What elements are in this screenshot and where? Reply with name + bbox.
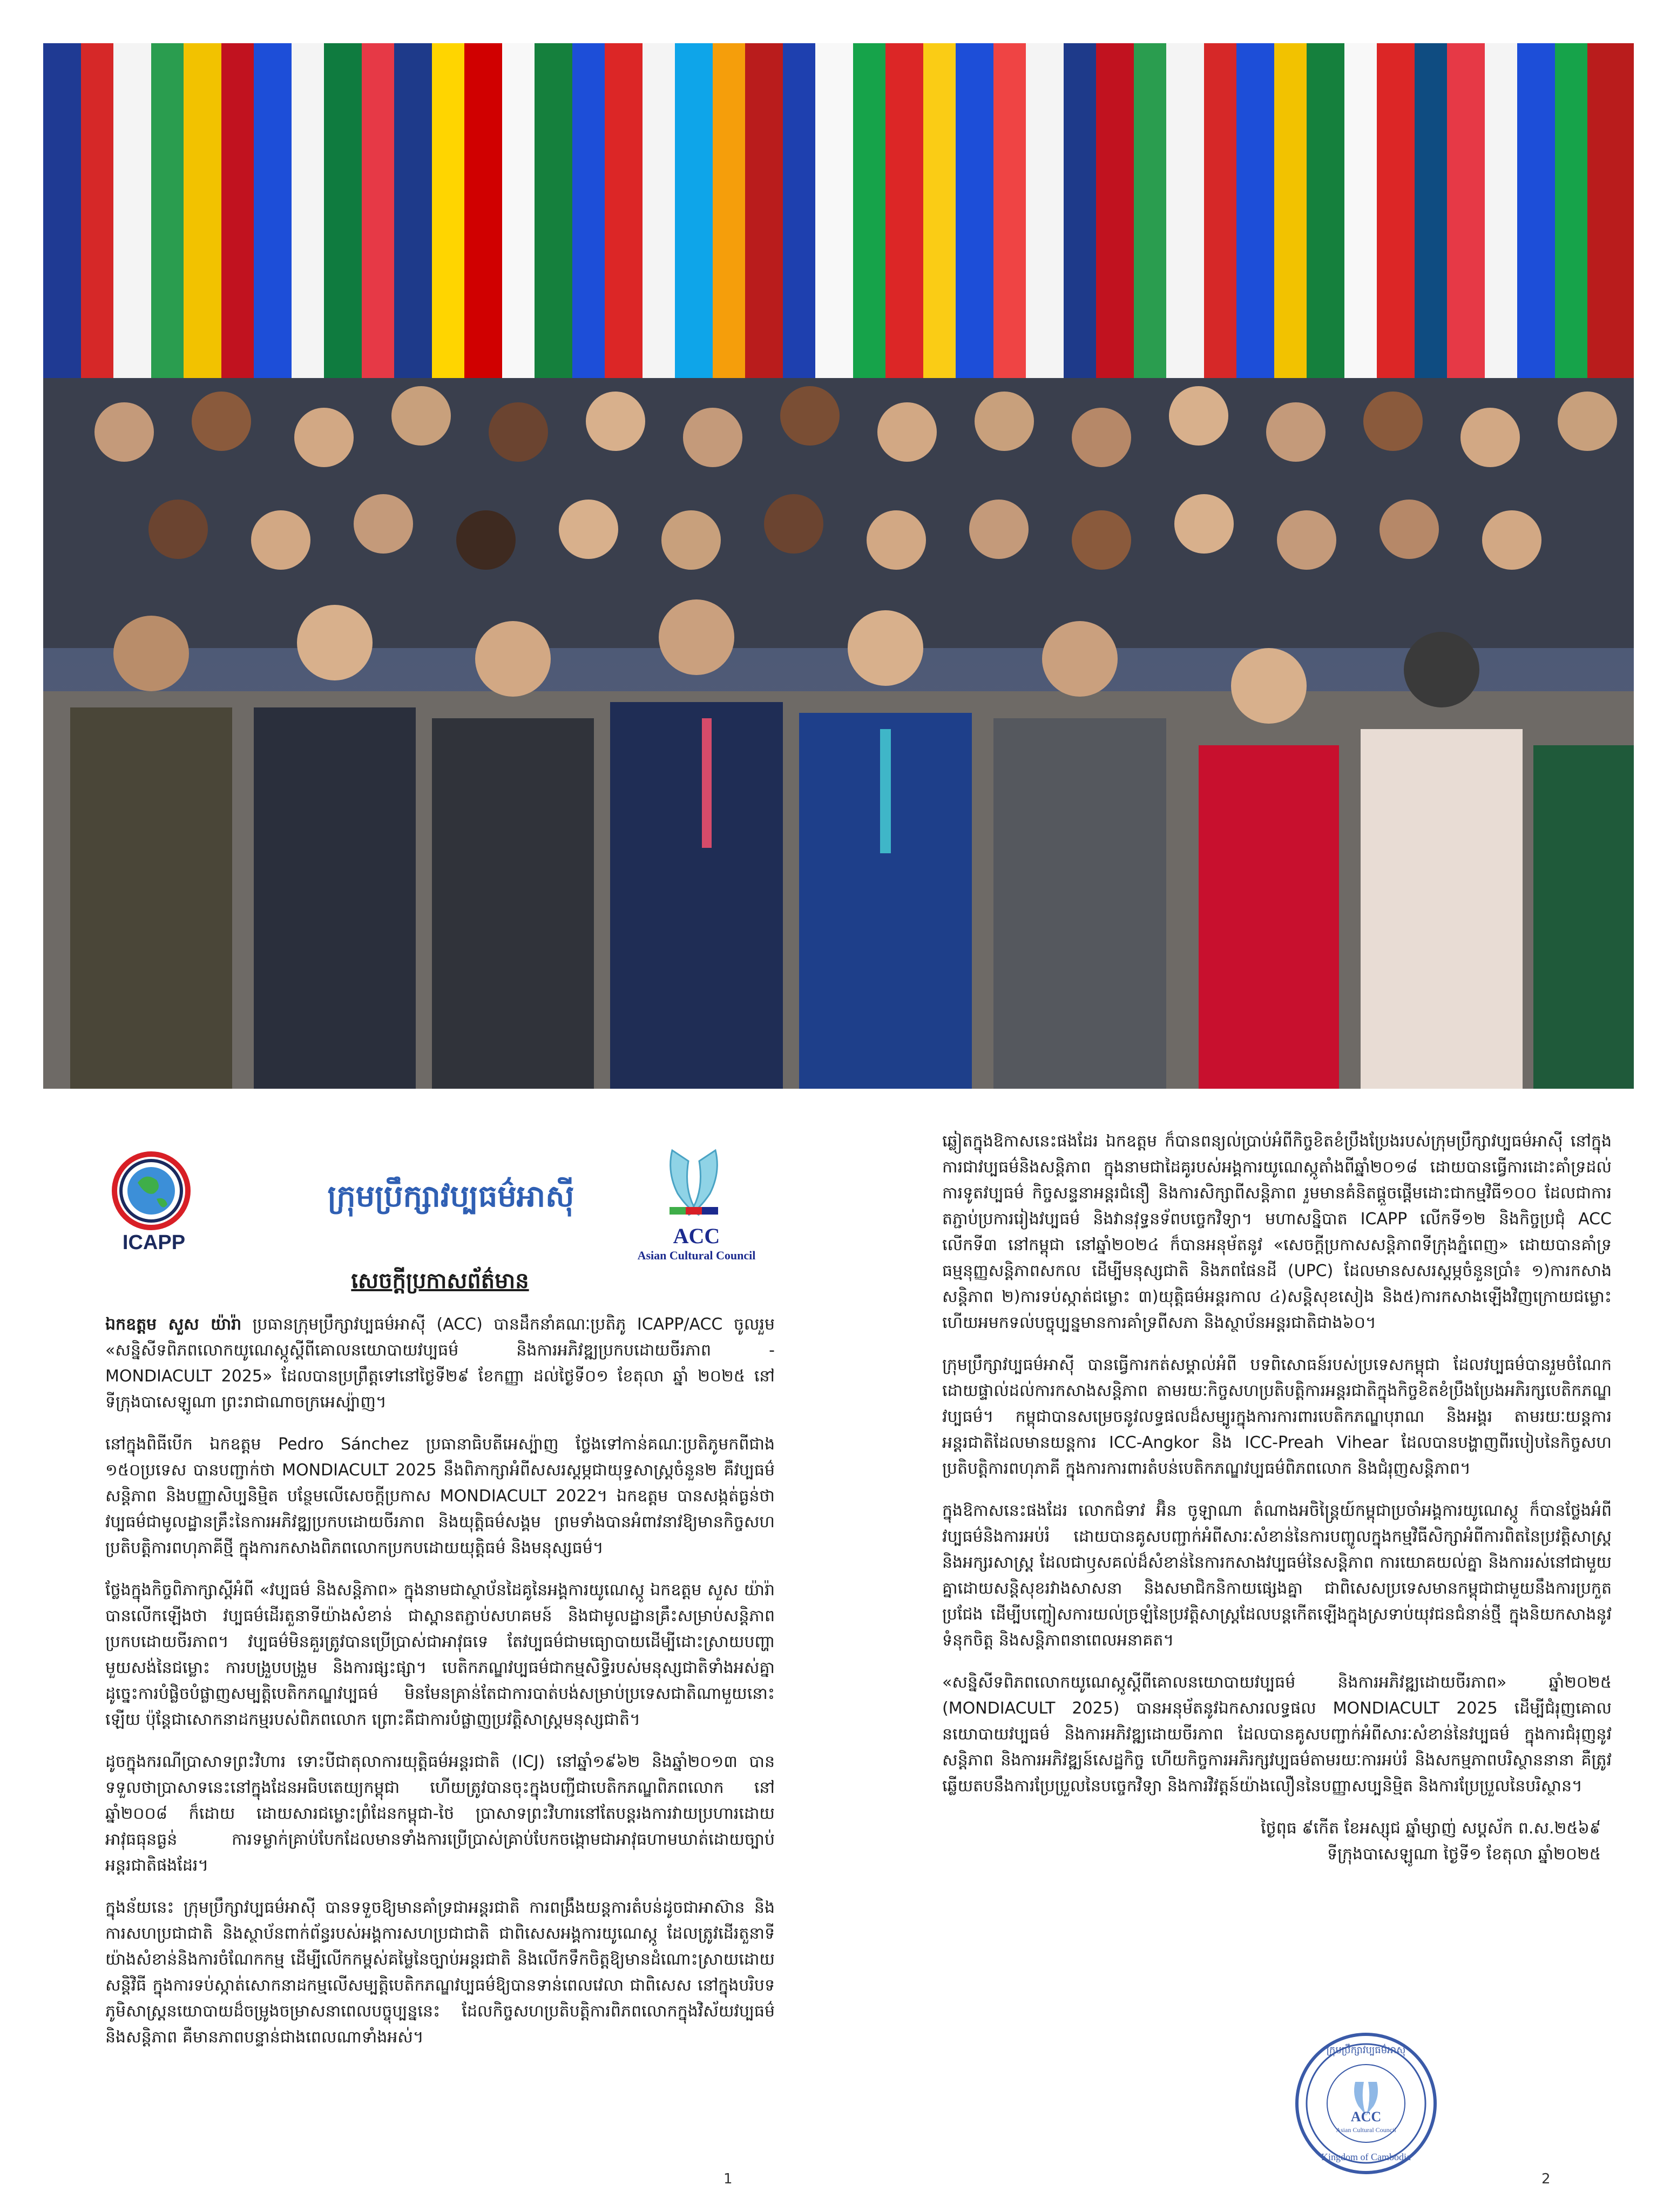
paragraph-7: ក្រុមប្រឹក្សាវប្បធម៌អាស៊ី បានធ្វើការកត់សម្គាល់អំពី បទពិសោធន៍របស់ប្រទេសកម្ពុជា ដែលវប្បធម៌បានរួមចំណែកដោយផ្ទាល់ដល់ការកសាងសន្តិភាព តាមរយៈកិច្ចសហប្រតិបត្តិការអន្តរជាតិក្នុងកិច្ចខិតខំប្រឹងប្រែងអភិរក្សបេតិកភណ្ឌវប្បធម៌។ កម្ពុជាបានសម្រេចនូវលទ្ធផលដ៏សម្បូរក្នុងការការពារបេតិកភណ្ឌបុរាណ និងអង្គរ តាមរយៈយន្តការអន្តរជាតិដែលមានយន្តការ ICC-Angkor និង ICC-Preah Vihear ដែលបានបង្ហាញពីរបៀបនៃកិច្ចសហប្រតិបត្តិការពហុភាគី ក្នុងការការពារតំបន់បេតិកភណ្ឌវប្បធម៌ពិភពលោក និងជំរុញសន្តិភាព។ (942, 1355, 1612, 1478)
page-number-1: 1 (723, 2171, 733, 2187)
seal-top-text: ក្រុមប្រឹក្សាវប្បធម៌អាស៊ី (1326, 2045, 1406, 2056)
page-2-column (942, 1129, 1612, 1867)
acc-subtitle: Asian Cultural Council (637, 1249, 756, 1262)
page-1-column (105, 1129, 775, 2067)
paragraph-1-lead: ឯកឧត្តម សួស យ៉ារ៉ា (105, 1315, 242, 1334)
group-photo (43, 43, 1634, 1089)
paragraph-9: «សន្និសីទពិភពលោកយូណេស្កូស្តីពីគោលនយោបាយវប្បធម៌ និងការអភិវឌ្ឍដោយចីរភាព» ឆ្នាំ២០២៥ (MONDIACULT 2025) បានអនុម័តនូវឯកសារលទ្ធផល MONDIACULT 2025 ដើម្បីជំរុញគោលនយោបាយវប្បធម៌ និងការអភិវឌ្ឍដោយចីរភាព ដែលបានគូសបញ្ជាក់អំពីសារៈសំខាន់នៃវប្បធម៌ ក្នុងការជំរុញនូវសន្តិភាព និងការអភិវឌ្ឍន៍សេដ្ឋកិច្ច ហើយកិច្ចការអភិរក្សវប្បធម៌តាមរយៈការអប់រំ និងសកម្មភាពបរិស្ថាននានា គឺត្រូវឆ្លើយតបនឹងការប្រែប្រួលនៃបច្ចេកវិទ្យា និងការវិវត្តន៍យ៉ាងលឿននៃបញ្ញាសប្បនិម្មិត និងការប្រែប្រួលនៃបរិស្ថាន។ (942, 1673, 1612, 1796)
paragraph-5: ក្នុងន័យនេះ ក្រុមប្រឹក្សាវប្បធម៌អាស៊ី បានទទួចឱ្យមានគាំទ្រជាអន្តរជាតិ ការពង្រឹងយន្តការតំបន់ដូចជាអាស៊ាន និងការសហប្រជាជាតិ និងស្ថាប័នពាក់ព័ន្ធរបស់អង្គការសហប្រជាជាតិ ជាពិសេសអង្គការយូណេស្កូ ដែលត្រូវដើរតួនាទីយ៉ាងសំខាន់និងការចំណែកកម្ម ដើម្បីលើកកម្ពស់គម្លៃនៃច្បាប់អន្តរជាតិ និងលើកទឹកចិត្តឱ្យមានដំណោះស្រាយដោយសន្តិវិធី ក្នុងការទប់ស្កាត់សោកនាដកម្មលើសម្បត្តិបេតិកភណ្ឌវប្បធម៌ឱ្យបានទាន់ពេលវេលា ជាពិសេស នៅក្នុងបរិបទភូមិសាស្ត្រនយោបាយដ៏ចម្រូងចម្រាសនាពេលបច្ចុប្បន្ននេះ ដែលកិច្ចសហប្រតិបត្តិការពិភពលោកក្នុងវិស័យវប្បធម៌ និងសន្តិភាព គឺមានភាពបន្ទាន់ជាងពេលណាទាំងអស់។ (105, 1898, 775, 2047)
page-number-2: 2 (1541, 2171, 1551, 2187)
back-rows-people (43, 378, 1634, 648)
paragraph-8: ក្នុងឱកាសនេះផងដែរ លោកជំទាវ អ៊ិន ចូឡាណា តំណាងអចិន្ត្រៃយ៍កម្ពុជាប្រចាំអង្គការយូណេស្កូ ក៏បានថ្លែងអំពីវប្បធម៌និងការអប់រំ ដោយបានគូសបញ្ជាក់អំពីសារៈសំខាន់នៃការបញ្ចូលក្នុងកម្មវិធីសិក្សាអំពីការពិតនៃប្រវត្តិសាស្ត្រនិងអក្សរសាស្ត្រ ដែលជាឫសគល់ដ៏សំខាន់នៃការកសាងវប្បធម៌នៃសន្តិភាព ការយោគយល់គ្នា និងការរស់នៅជាមួយគ្នាដោយសន្តិសុខរវាងសាសនា និងសមាជិកនិកាយផ្សេងគ្នា ជាពិសេសប្រទេសមានកម្ពុជាជាមួយនឹងការប្រកួតប្រជែង ដើម្បីបញ្ជៀសការយល់ច្រឡំនៃប្រវត្តិសាស្ត្រដែលបន្តកើតឡើងក្នុងស្រទាប់យុវជនជំនាន់ថ្មី ក្នុងនិយកសាងនូវទំនុកចិត្ត និងសន្តិភាពនាពេលអនាគត។ (942, 1501, 1612, 1650)
date-line-1: ថ្ងៃពុធ ៩កើត ខែអស្សុជ ឆ្នាំម្សាញ់ សប្តស័ក ព.ស.២៥៦៩ (1261, 1819, 1601, 1838)
paragraph-6: ឆ្លៀតក្នុងឱកាសនេះផងដែរ ឯកឧត្តម ក៏បានពន្យល់ប្រាប់អំពីកិច្ចខិតខំប្រឹងប្រែងរបស់ក្រុមប្រឹក្សាវប្បធម៌អាស៊ី នៅក្នុងការជាវប្បធម៌និងសន្តិភាព ក្នុងនាមជាដៃគូរបស់អង្គការយូណេស្កូតាំងពីឆ្នាំ២០១៨ ដោយបានធ្វើការដោះគាំទ្រដល់ការទូតវប្បធម៌ កិច្ចសន្ទនាអន្តរជំនឿ និងការសិក្សាពីសន្តិភាព រួមមានគំនិតផ្តួចផ្តើមដោះជាកម្មវិធី១០០ ដែលជាការតភ្ជាប់ប្រការរៀងវប្បធម៌ និងវានវុទ្ធនទ័ពបច្ចេកវិទ្យា។ មហាសន្និបាត ICAPP លើកទី១២ និងកិច្ចប្រជុំ ACC លើកទី៣ នៅកម្ពុជា នៅឆ្នាំ២០២៤ ក៏បានអនុម័តនូវ «សេចក្តីប្រកាសសន្តិភាពទីក្រុងភ្នំពេញ» ដោយបានគាំទ្រធម្មនុញ្ញសន្តិភាពសកល ដើម្បីមនុស្សជាតិ និងភពផែនដី (UPC) ដែលមានសសរស្តម្ភចំនួនប្រាំ៖ ១)ការកសាងសន្តិភាព ២)ការទប់ស្កាត់ជម្លោះ ៣)យុត្តិធម៌អន្តរកាល ៤)សន្តិសុខសៀង និង៥)ការកសាងឡើងវិញក្រោយជម្លោះ ហើយអមកទល់បច្ចុប្បន្នមានការគាំទ្រពីសភា និងស្ថាប័នអន្តរជាតិជាង៦០។ (942, 1132, 1612, 1332)
group-photo-illustration (43, 43, 1634, 1089)
seal-subtitle: Asian Cultural Council (1336, 2126, 1396, 2134)
icapp-label: ICAPP (122, 1231, 186, 1254)
official-seal (1293, 2031, 1439, 2176)
paragraph-1-body: ប្រធានក្រុមប្រឹក្សាវប្បធម៌អាស៊ី (ACC) បានដឹកនាំគណៈប្រតិភូ ICAPP/ACC ចូលរួម «សន្និសីទពិភពលោកយូណេស្កូស្តីពីគោលនយោបាយវប្បធម៌ និងការអភិវឌ្ឍប្រកបដោយចីរភាព - MONDIACULT 2025» ដែលបានប្រព្រឹត្តទៅនៅថ្ងៃទី២៩ ខែកញ្ញា ដល់ថ្ងៃទី០១ ខែតុលា ឆ្នាំ ២០២៥ នៅទីក្រុងបាសេឡូណា ព្រះរាជាណាចក្រអេស្ប៉ាញ។ (105, 1315, 775, 1412)
acc-label: ACC (673, 1224, 720, 1248)
paragraph-4: ដូចក្នុងករណីប្រាសាទព្រះវិហារ ទោះបីជាតុលាការយុត្តិធម៌អន្តរជាតិ (ICJ) នៅឆ្នាំ១៩៦២ និងឆ្នាំ២០១៣ បានទទួលថាប្រាសាទនេះនៅក្នុងដែនអធិបតេយ្យកម្ពុជា ហើយត្រូវបានចុះក្នុងបញ្ជីជាបេតិកភណ្ឌពិភពលោក នៅឆ្នាំ២០០៨ ក៏ដោយ ដោយសារជម្លោះព្រំដែនកម្ពុជា-ថៃ ប្រាសាទព្រះវិហារនៅតែបន្តរងការវាយប្រហារដោយអាវុធធុនធ្ងន់ ការទម្លាក់គ្រាប់បែកដែលមានទាំងការប្រើប្រាស់គ្រាប់បែកចង្កោមជាអាវុធហាមឃាត់ដោយច្បាប់អន្តរជាតិផងដែរ។ (105, 1752, 775, 1875)
seal-bottom-text: Kingdom of Cambodia (1321, 2152, 1411, 2162)
paragraph-2: នៅក្នុងពិធីបើក ឯកឧត្តម Pedro Sánchez ប្រធានាធិបតីអេស្ប៉ាញ ថ្លែងទៅកាន់គណៈប្រតិភូមកពីជាង ១៥០ប្រទេស បានបញ្ជាក់ថា MONDIACULT 2025 នឹងពិភាក្សាអំពីសសរស្តម្ភជាយុទ្ធសាស្ត្រចំនួន២ គឺវប្បធម៌សន្តិភាព និងបញ្ញាសិប្បនិម្មិត បន្ថែមលើសេចក្តីប្រកាស MONDIACULT 2022។ ឯកឧត្តម បានសង្កត់ធ្ងន់ថា វប្បធម៌ជាមូលដ្ឋានគ្រឹះនៃការអភិវឌ្ឍប្រកបដោយចីរភាព និងយុត្តិធម៌សង្គម ព្រមទាំងបានអំពាវនាវឱ្យមានកិច្ចសហប្រតិបត្តិការពហុភាគីថ្មី ក្នុងការកសាងពិភពលោកប្រកបដោយយុត្តិធម៌ និងមនុស្សធម៌។ (105, 1435, 775, 1557)
seal-acc-label: ACC (1350, 2109, 1382, 2125)
letterhead (105, 1129, 775, 1264)
council-title: ក្រុមប្រឹក្សាវប្បធម៌អាស៊ី (327, 1179, 574, 1214)
press-release-title: សេចក្តីប្រកាសព័ត៌មាន (351, 1269, 529, 1293)
paragraph-1 (105, 1312, 775, 1415)
date-line-2: ទីក្រុងបាសេឡូណា ថ្ងៃទី១ ខែតុលា ឆ្នាំ២០២៥ (1327, 1845, 1601, 1864)
paragraph-3: ថ្លែងក្នុងកិច្ចពិភាក្សាស្តីអំពី «វប្បធម៌ និងសន្តិភាព» ក្នុងនាមជាស្ថាប័នដៃគូនៃអង្គការយូណេស្កូ ឯកឧត្តម សួស យ៉ារ៉ា បានលើកឡើងថា វប្បធម៌ដើរតួនាទីយ៉ាងសំខាន់ ជាស្ពានតភ្ជាប់សហគមន៍ និងជាមូលដ្ឋានគ្រឹះសម្រាប់សន្តិភាពប្រកបដោយចីរភាព។ វប្បធម៌មិនគួរត្រូវបានប្រើប្រាស់ជាអាវុធទេ តែវប្បធម៌ជាមធ្យោបាយដើម្បីដោះស្រាយបញ្ហាមួយសង់នៃជម្លោះ ការបង្រួបបង្រួម និងការផ្សះផ្សា។ បេតិកភណ្ឌវប្បធម៌ជាកម្មសិទ្ធិរបស់មនុស្សជាតិទាំងអស់គ្នា ដូច្នេះការបំផ្លិចបំផ្លាញសម្បត្តិបេតិកភណ្ឌវប្បធម៌ មិនមែនគ្រាន់តែជាការបាត់បង់សម្រាប់ប្រទេសជាតិណាមួយនោះឡើយ ប៉ុន្តែជាសោកនាដកម្មរបស់ពិភពលោក ព្រោះគឺជាការបំផ្លាញប្រវត្តិសាស្ត្រមនុស្សជាតិ។ (105, 1581, 775, 1729)
